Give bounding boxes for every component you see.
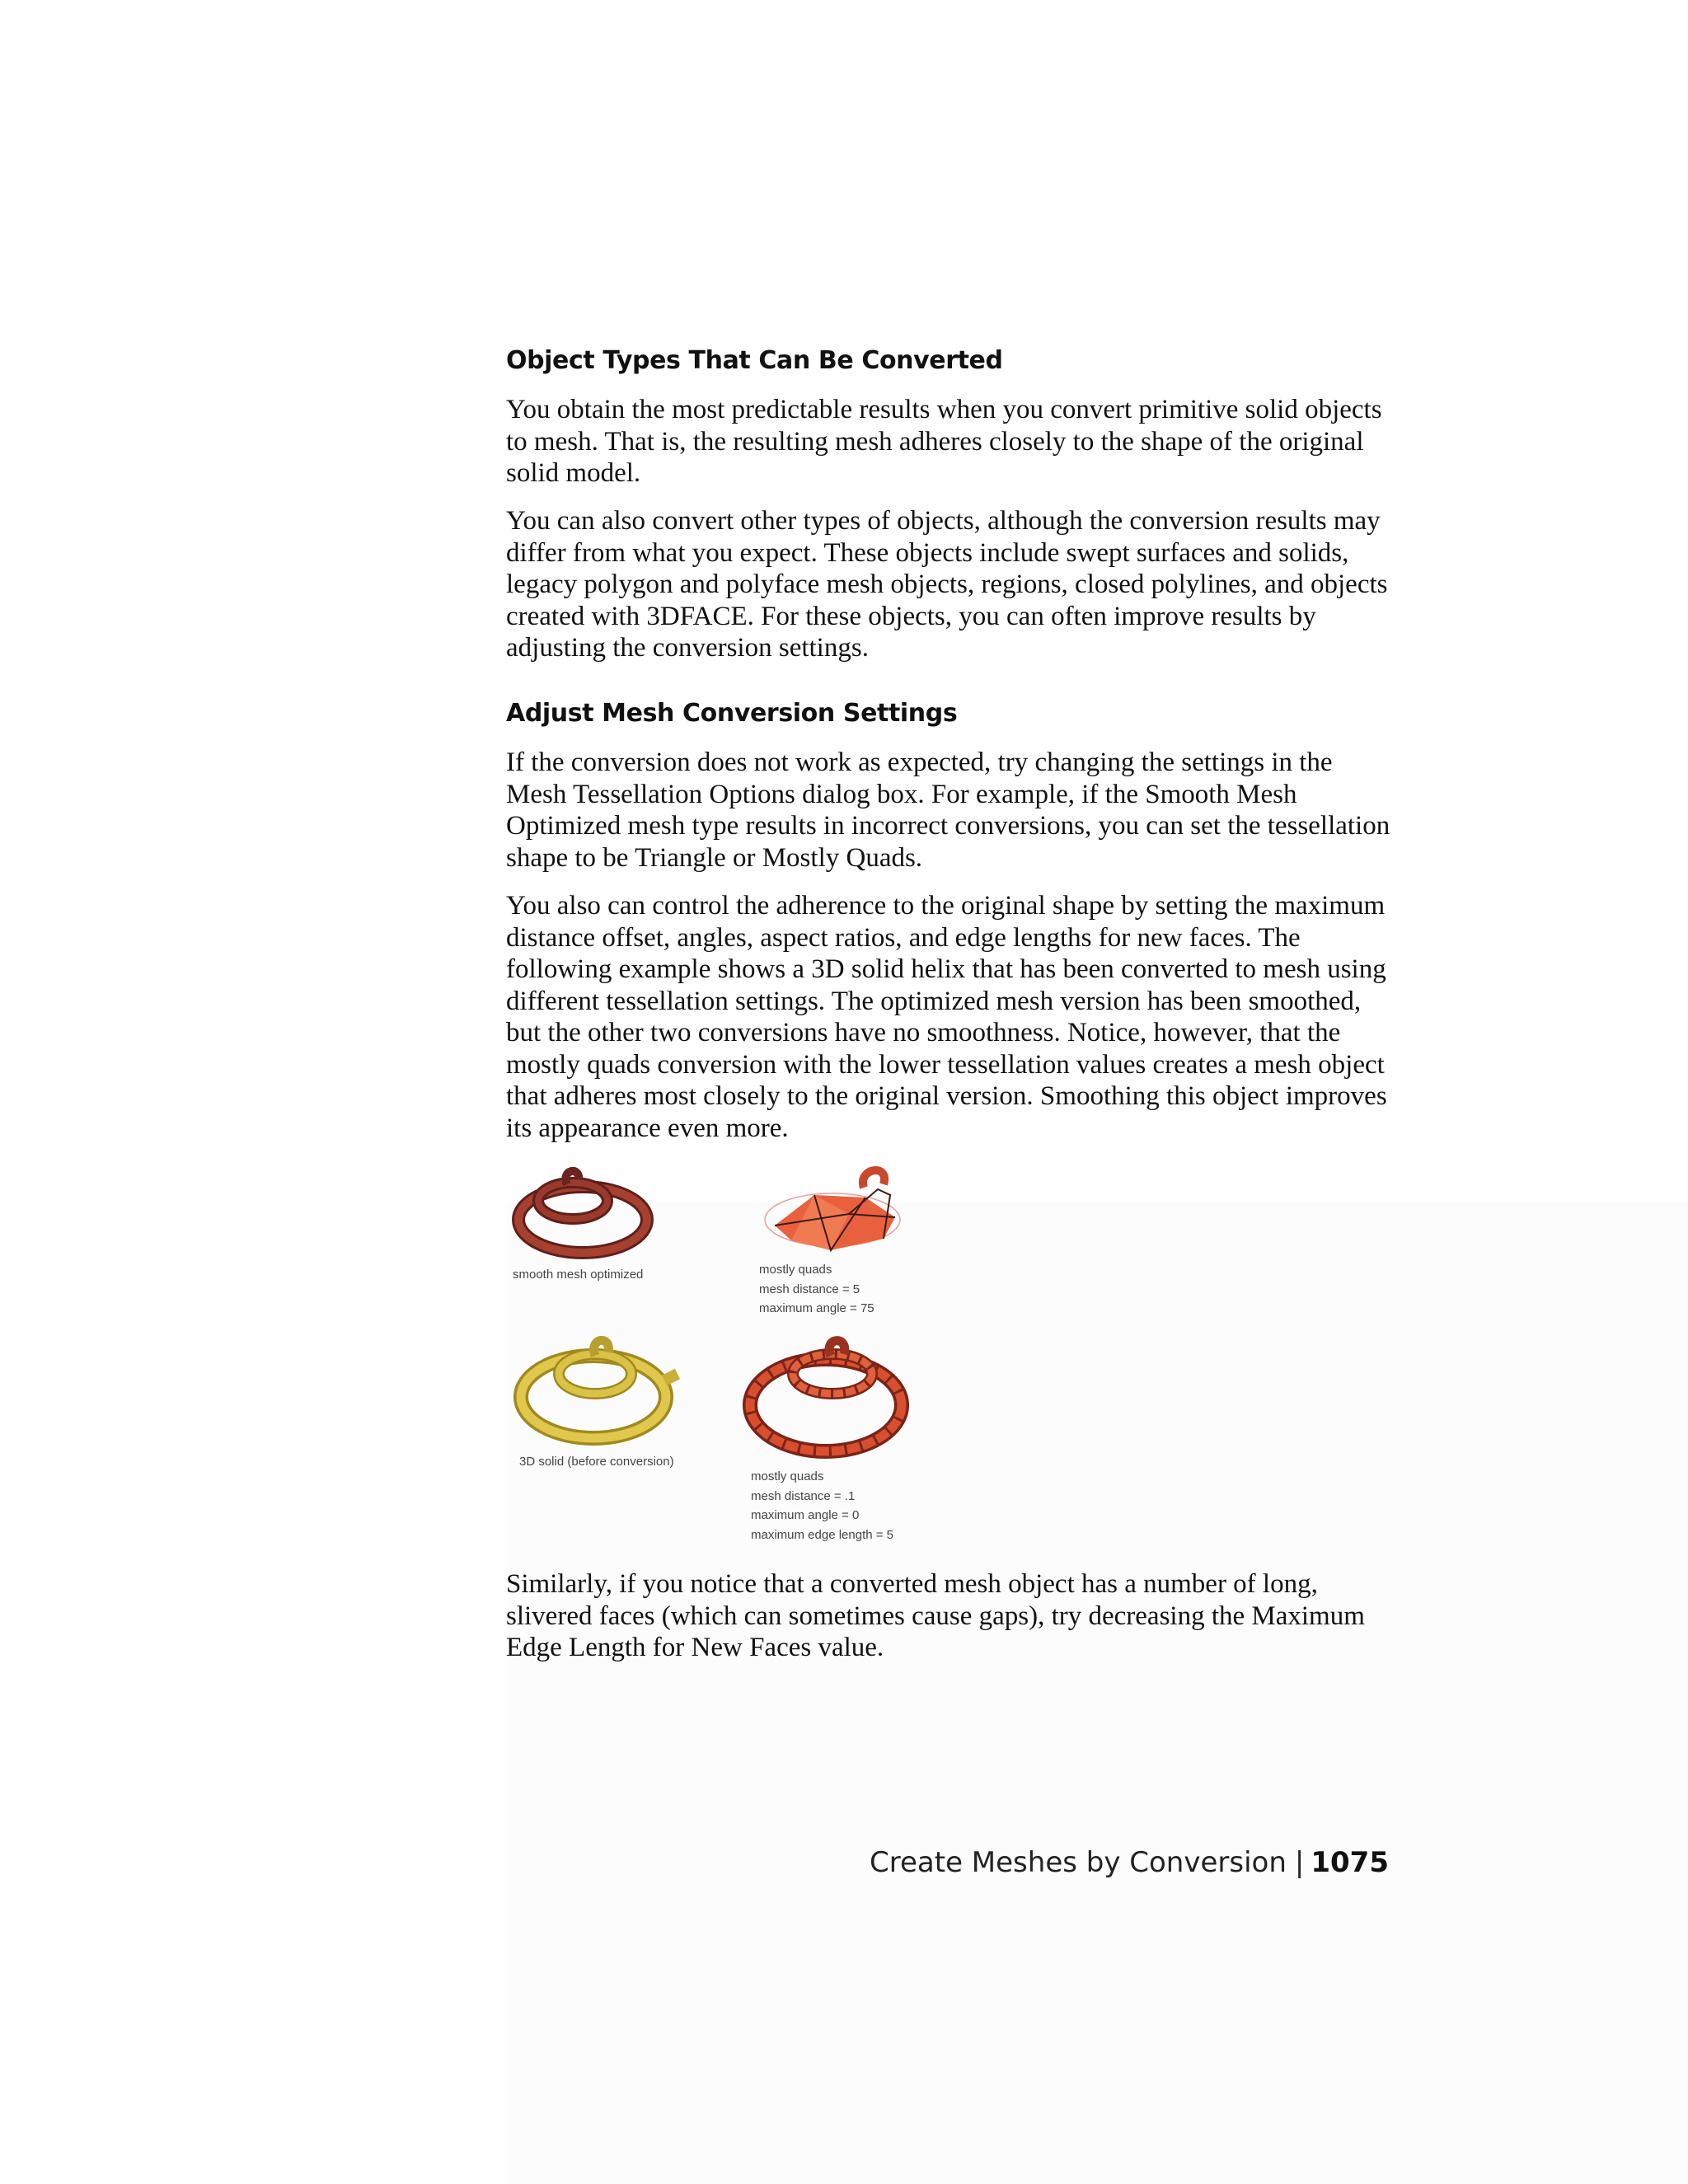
paragraph-other-object-types: You can also convert other types of objects, although the conversion results may differ from what you expect. These objects include swept surfaces and solids, legacy polygon and polyface mesh objects, regions, closed polylines, and objects created with 3DFACE. For these objects, you can often improve results by adjusting the conversion settings. — [506, 506, 1388, 663]
fine-mesh-helix — [750, 1341, 902, 1451]
page-number: 1075 — [1311, 1846, 1389, 1879]
section-heading-adjust-settings: Adjust Mesh Conversion Settings — [506, 699, 958, 728]
caption-coarse-line-3: maximum angle = 75 — [759, 1301, 874, 1315]
caption-solid — [519, 1452, 674, 1472]
caption-coarse-line-2: mesh distance = 5 — [759, 1282, 860, 1296]
page-footer — [870, 1846, 1389, 1879]
paragraph-primitive-solids: You obtain the most predictable results when you convert primitive solid objects to mesh. That is, the resulting mesh adheres closely to the shape of the original solid model. — [506, 395, 1382, 488]
paragraph-adherence-control: You also can control the adherence to the original shape by setting the maximum distance offset, angles, aspect ratios, and edge lengths for new faces. The following example shows a 3D solid helix that has been converted to mesh using different tessellation settings. The optimized mesh version has been smoothed, but the other two conversions have no smoothness. Notice, however, that the mostly quads conversion with the lower tessellation values creates a mesh object that adheres most closely to the original version. Smoothing this object improves its appearance even more. — [506, 891, 1387, 1143]
caption-fine-line-3: maximum angle = 0 — [751, 1508, 860, 1522]
smooth-mesh-helix — [518, 1171, 647, 1253]
caption-fine-line-4: maximum edge length = 5 — [751, 1527, 894, 1542]
caption-fine-line-1: mostly quads — [751, 1469, 824, 1483]
caption-fine-line-2: mesh distance = .1 — [751, 1488, 856, 1503]
footer-title: Create Meshes by Conversion — [870, 1846, 1287, 1879]
caption-smooth-mesh — [513, 1265, 643, 1285]
paragraph-tessellation-options: If the conversion does not work as expected, try changing the settings in the Mesh Tessellation Options dialog box. For example, if the Smooth Mesh Optimized mesh type results in incorrect conversions, you can set the tessellation shape to be Triangle or Mostly Quads. — [506, 748, 1390, 873]
caption-fine-quads — [751, 1467, 893, 1544]
section-heading-object-types: Object Types That Can Be Converted — [506, 346, 1003, 375]
caption-solid-line: 3D solid (before conversion) — [519, 1455, 674, 1469]
coarse-mesh-helix — [765, 1170, 900, 1250]
helix-conversion-figure — [503, 1158, 973, 1554]
solid-helix — [521, 1340, 678, 1438]
caption-smooth-line: smooth mesh optimized — [513, 1268, 644, 1282]
paragraph-slivered-faces: Similarly, if you notice that a converted mesh object has a number of long, slivered faces (which can sometimes cause gaps), try decreasing the Maximum Edge Length for New Faces value. — [506, 1569, 1365, 1662]
helix-illustrations — [503, 1158, 973, 1554]
footer-separator: | — [1294, 1846, 1305, 1879]
caption-coarse-quads — [759, 1260, 874, 1319]
caption-coarse-line-1: mostly quads — [759, 1263, 832, 1277]
